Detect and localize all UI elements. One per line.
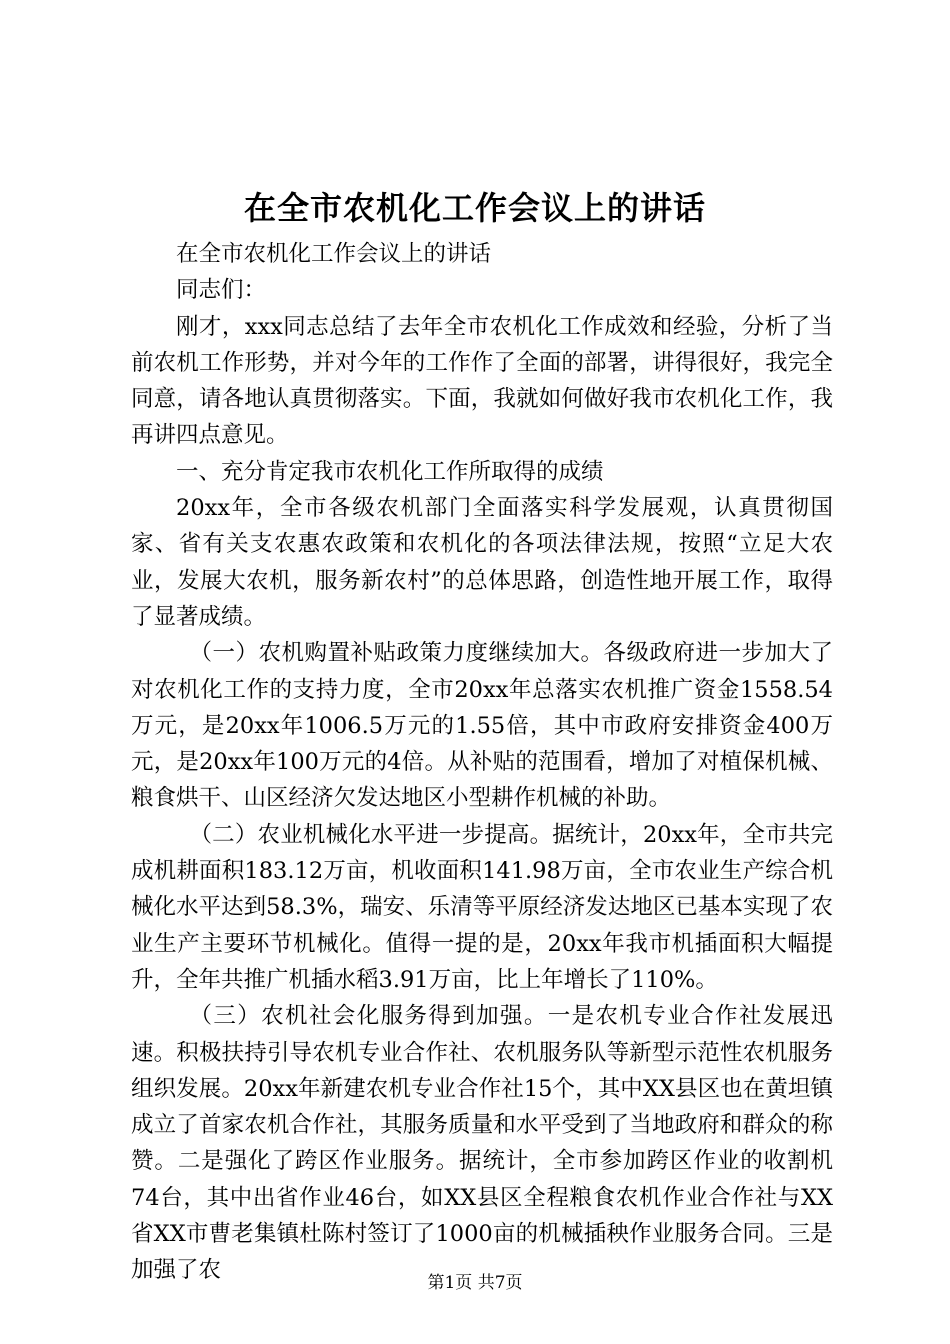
document-title: 在全市农机化工作会议上的讲话: [243, 189, 706, 227]
subsection-3-paragraph: （三）农机社会化服务得到加强。一是农机专业合作社发展迅速。积极扶持引导农机专业合作社、农机服务队等新型示范性农机服务组织发展。20xx年新建农机专业合作社15个，其中XX县区也在黄坦镇成立了首家农机合作社，其服务质量和水平受到了当地政府和群众的称赞。二是强化了跨区作业服务。据统计，全市参加跨区作业的收割机74台，其中出省作业46台，如XX县区全程粮食农机作业合作社与XX省XX市曹老集镇杜陈村签订了1000亩的机械插秧作业服务合同。三是加强了农: [131, 1003, 833, 1284]
section-heading-1: 一、充分肯定我市农机化工作所取得的成绩: [176, 458, 604, 485]
salutation: 同志们：: [176, 277, 267, 304]
subsection-2-paragraph: （二）农业机械化水平进一步提高。据统计，20xx年，全市共完成机耕面积183.12万亩，机收面积141.98万亩，全市农业生产综合机械化水平达到58.3%，瑞安、乐清等平原经济发达地区已基本实现了农业生产主要环节机械化。值得一提的是，20xx年我市机插面积大幅提升，全年共推广机插水稻3.91万亩，比上年增长了110%。: [131, 821, 833, 993]
document-body: [131, 236, 833, 1289]
subsection-1-paragraph: （一）农机购置补贴政策力度继续加大。各级政府进一步加大了对农机化工作的支持力度，全市20xx年总落实农机推广资金1558.54万元，是20xx年1006.5万元的1.55倍，其中市政府安排资金400万元，是20xx年100万元的4倍。从补贴的范围看，增加了对植保机械、粮食烘干、山区经济欠发达地区小型耕作机械的补助。: [131, 640, 833, 812]
subtitle-line: 在全市农机化工作会议上的讲话: [176, 241, 492, 267]
intro-paragraph: 刚才，xxx同志总结了去年全市农机化工作成效和经验，分析了当前农机工作形势，并对今年的工作作了全面的部署，讲得很好，我完全同意，请各地认真贯彻落实。下面，我就如何做好我市农机化工作，我再讲四点意见。: [131, 313, 833, 449]
section-1-paragraph: 20xx年，全市各级农机部门全面落实科学发展观，认真贯彻国家、省有关支农惠农政策和农机化的各项法律法规，按照“立足大农业，发展大农机，服务新农村”的总体思路，创造性地开展工作，取得了显著成绩。: [131, 495, 833, 630]
page-footer: 第1页 共7页: [427, 1273, 523, 1293]
